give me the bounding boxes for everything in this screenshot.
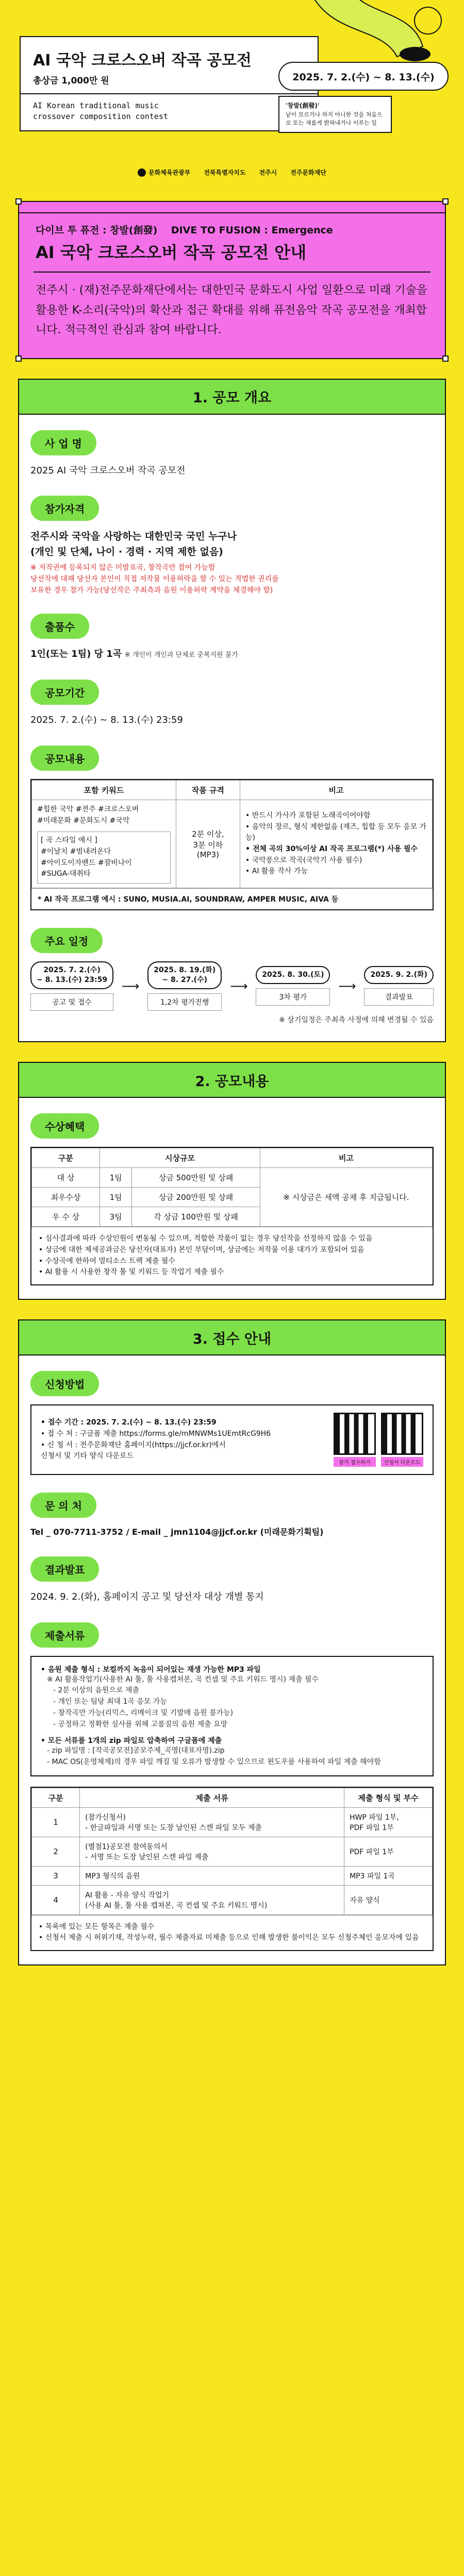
submit-title-text: 모든 서류를 1개의 zip 파일로 압축하여 구글폼에 제출 (47, 1737, 222, 1745)
doc-format: PDF 파일 1부 (344, 1837, 433, 1866)
table-row (32, 1807, 433, 1837)
schedule-note: ※ 상기일정은 주최측 사정에 의해 변경될 수 있음 (279, 1015, 434, 1024)
note-item: • 수상곡에 한하여 멀티소스 트랙 제출 필수 (39, 1256, 425, 1267)
doc-name: AI 활용 - 자유 양식 작업기 (사용 AI 툴, 툴 사용 캡쳐본, 곡 컨셉 및 주요 키워드 명시) (80, 1885, 344, 1914)
step-date: 2025. 8. 30.(토) (256, 966, 330, 984)
label: 문 의 처 (30, 1493, 96, 1518)
keywords (32, 800, 176, 888)
doc-name: MP3 형식의 음원 (80, 1866, 344, 1885)
doc-no: 1 (32, 1807, 80, 1837)
section-title: 2. 공모내용 (19, 1063, 445, 1098)
label: 결과발표 (30, 1556, 99, 1582)
table-row (32, 800, 433, 888)
value: 1인(또는 1팀) 당 1곡 (30, 649, 122, 660)
sponsor-logos (0, 168, 464, 177)
award-rank: 최우수상 (32, 1188, 100, 1207)
award-prize: 상금 200만원 및 상패 (132, 1188, 260, 1207)
block-project-name (30, 430, 434, 479)
arrow-right-icon: ⟶ (338, 978, 356, 993)
logo-text: 전주시 (259, 169, 277, 176)
qr-apply[interactable] (334, 1413, 376, 1467)
step-date: 2025. 9. 2.(화) (364, 966, 433, 984)
section-overview (18, 379, 446, 1043)
section-application (18, 1319, 446, 1965)
corner-handle (442, 198, 449, 205)
label: 사 업 명 (30, 430, 96, 455)
block-result (30, 1556, 434, 1605)
hero-title: AI 국악 크로스오버 작곡 공모전 (33, 52, 252, 70)
hero-date-badge: 2025. 7. 2.(수) ~ 8. 13.(수) (278, 62, 449, 91)
step-label: 1,2차 평가진행 (147, 993, 222, 1011)
hero-note-text: 낱이 모르거나 하지 아니한 것을 처음으로 또는 새롭게 밝혀내거나 이루는 일 (286, 111, 383, 126)
block-method (30, 1371, 434, 1475)
award-prize: 각 상금 100만원 및 상패 (132, 1207, 260, 1227)
doc-no: 2 (32, 1837, 80, 1866)
logo-mark-icon (138, 168, 146, 177)
doc-notes (31, 1915, 433, 1950)
value: 전주시와 국악을 사랑하는 대한민국 국민 누구나 (30, 531, 237, 543)
schedule-step (364, 966, 433, 1006)
table-row (32, 1885, 433, 1914)
keyword-examples: [ 곡 스타일 예시 ] #이날치 #범내려온다 #아이도이자밴드 #잠비나이 #SUGA-대취타 (37, 832, 171, 884)
table-header: 시상규모 (100, 1148, 260, 1168)
remark-item: • 전체 곡의 30%이상 AI 작곡 프로그램(*) 사용 필수 (245, 844, 427, 855)
submit-line: - zip 파일명 : [작곡공모전]공모주제_곡명(대표자명).zip (47, 1747, 225, 1755)
result-value: 2024. 9. 2.(화), 홈페이지 공고 및 당선자 대상 개별 통지 (30, 1591, 264, 1602)
award-table (30, 1147, 434, 1285)
note-item: • 신청서 제출 시 허위기재, 작성누락, 필수 제출자료 미제출 등으로 인해 발생한 불이익은 모두 신청주체인 응모자에 있음 (39, 1933, 425, 1944)
label: 제출서류 (30, 1622, 99, 1648)
hero-note-title: '창발(創發)' (286, 102, 320, 109)
table-header: 포함 키워드 (32, 780, 176, 800)
table-row (32, 1837, 433, 1866)
ai-programs-note: * AI 작곡 프로그램 예시 : SUNO, MUSIA.AI, SOUNDRAW, AMPER MUSIC, AIVA 등 (31, 888, 433, 909)
logo-text: 문화체육관광부 (148, 169, 191, 176)
doc-name: (별첨1)공모전 참여동의서 - 서명 또는 도장 날인된 스캔 파일 제출 (80, 1837, 344, 1866)
qr-caption: 신청서 다운로드 (381, 1457, 423, 1467)
label: 신청방법 (30, 1371, 99, 1396)
qr-caption: 참가 접수하기 (334, 1457, 376, 1467)
submit-line: - 개인 또는 팀당 최대 1곡 응모 가능 (53, 1698, 167, 1706)
doc-no: 3 (32, 1866, 80, 1885)
arrow-right-icon: ⟶ (230, 978, 248, 993)
qr-download[interactable] (381, 1413, 423, 1467)
remarks (240, 800, 433, 888)
logo-text: 전북특별자치도 (204, 169, 246, 176)
note-item: • 심사결과에 따라 수상인원이 변동될 수 있으며, 적합한 작품이 없는 경우 당선작을 선정하지 않을 수 있음 (39, 1233, 425, 1245)
corner-handle (15, 198, 22, 205)
hero-card (20, 36, 319, 131)
method-item[interactable]: • 접 수 처 : 구글폼 제출 https://forms.gle/mMNWMs1UEmtRcG9H6 (41, 1429, 271, 1440)
method-item[interactable]: • 신 청 서 : 전주문화재단 홈페이지(https://jjcf.or.kr)에서 신청서 및 기타 양식 다운로드 (41, 1440, 271, 1462)
qr-code-icon[interactable] (381, 1413, 423, 1455)
award-notes (31, 1227, 433, 1284)
logo-jjcf (290, 168, 326, 177)
section-title: 3. 접수 안내 (19, 1320, 445, 1355)
intro-body: 전주시 · (재)전주문화재단에서는 대한민국 문화도시 사업 일환으로 미래 기술을 활용한 K-소리(국악)의 확산과 접근 확대를 위해 퓨전음악 작곡 공모전을 개최합니다. 적극적인 관심과 참여 바랍니다. (36, 284, 428, 336)
doc-name: (참가신청서) - 한글파일과 서명 또는 도장 날인된 스캔 파일 모두 제출 (80, 1807, 344, 1837)
table-header: 제출 서류 (80, 1788, 344, 1807)
award-prize: 상금 500만원 및 상패 (132, 1168, 260, 1188)
note: ※ 저작권에 등록되지 않은 미발표곡, 창작곡만 참여 가능함 당선작에 대해 당선자 본인이 직접 저작물 이용허락을 할 수 있는 적법한 권리를 보유한 경우 참가 가능(당선작은 주최측과 음원 이용허락 계약을 체결해야 함) (30, 564, 279, 595)
block-contact (30, 1493, 434, 1539)
schedule-step (147, 961, 222, 1011)
table-header: 비고 (240, 780, 433, 800)
step-label: 결과발표 (364, 988, 433, 1006)
step-date: 2025. 8. 19.(화) ~ 8. 27.(수) (147, 961, 222, 989)
submit-line: - MAC OS(운영체제)의 경우 파일 깨짐 및 오류가 발생할 수 있으므로 윈도우를 사용하여 파일 제출 해야함 (47, 1757, 381, 1766)
label: 수상혜택 (30, 1113, 99, 1139)
intro-subtitle: 다이브 투 퓨전 : 창발(創發) DIVE TO FUSION : Emergence (36, 225, 333, 236)
remark-item: • 음악의 장르, 형식 제한없음 (재즈, 힙합 등 모두 응모 가능) (245, 822, 427, 844)
doc-format: 자유 양식 (344, 1885, 433, 1914)
block-qualification (30, 496, 434, 596)
submit-line: - 공정하고 정확한 심사를 위해 고품질의 음원 제출 요망 (53, 1720, 228, 1728)
keyword-main: #힙한 국악 #전주 #크로스오버 #미래문화 #문화도시 #국악 (37, 805, 139, 825)
arrow-right-icon: ⟶ (121, 978, 140, 993)
label: 주요 일정 (30, 928, 103, 953)
intro-top-bar (19, 202, 445, 213)
note-item: • 상금에 대한 제세공과금은 당선자(대표자) 본인 부담이며, 상금에는 저작물 이용 대가가 포함되어 있음 (39, 1245, 425, 1256)
table-header: 구분 (32, 1788, 80, 1807)
award-count: 1팀 (100, 1168, 132, 1188)
note-item: • AI 활용 시 사용한 창작 툴 및 키워드 등 작업기 제출 필수 (39, 1267, 425, 1278)
value: 2025 AI 국악 크로스오버 작곡 공모전 (30, 465, 186, 476)
corner-handle (15, 355, 22, 362)
table-row (32, 1168, 433, 1188)
step-label: 공고 및 접수 (30, 993, 113, 1011)
submit-line: - 2분 이상의 음원으로 제출 (53, 1686, 139, 1695)
submit-guide (30, 1656, 434, 1776)
hero-note (278, 96, 392, 133)
logo-mcst (138, 168, 190, 177)
documents-table (30, 1787, 434, 1951)
hero (0, 0, 464, 201)
table-header: 비고 (260, 1148, 432, 1168)
doc-format: MP3 파일 1곡 (344, 1866, 433, 1885)
schedule-step (30, 961, 113, 1011)
block-content (30, 745, 434, 910)
step-date: 2025. 7. 2.(수) ~ 8. 13.(수) 23:59 (30, 961, 113, 989)
award-rank: 우 수 상 (32, 1207, 100, 1227)
section-content (18, 1062, 446, 1300)
remark-item: • 국악풍으로 작곡(국악기 사용 필수) (245, 855, 427, 867)
logo-jeonju (259, 168, 277, 177)
table-header: 작품 규격 (176, 780, 240, 800)
intro-title: AI 국악 크로스오버 작곡 공모전 안내 (36, 243, 307, 262)
hero-subtitle-en: AI Korean traditional music crossover composition contest (33, 101, 168, 121)
logo-text: 전주문화재단 (290, 169, 326, 176)
table-header: 구분 (32, 1148, 100, 1168)
note: ※ 개인이 개인과 단체로 중복지원 불가 (124, 651, 238, 659)
contact-value[interactable]: Tel _ 070-7711-3752 / E-mail _ jmn1104@jjcf.or.kr (미래문화기획팀) (30, 1527, 324, 1537)
value: (개인 및 단체, 나이 · 경력 · 지역 제한 없음) (30, 546, 223, 557)
section-title: 1. 공모 개요 (19, 380, 445, 415)
method-item: • 접수 기간 : 2025. 7. 2.(수) ~ 8. 13.(수) 23:59 (41, 1417, 271, 1429)
submit-title-text: 음원 제출 형식 : 보컬까지 녹음이 되어있는 재생 가능한 MP3 파일 (47, 1665, 261, 1674)
schedule-flow (30, 961, 434, 1011)
submit-lines (41, 1674, 423, 1730)
table-row (32, 1866, 433, 1885)
label: 참가자격 (30, 496, 99, 521)
spec: 2분 이상, 3분 이하 (MP3) (176, 800, 240, 888)
logo-jeonbuk (204, 168, 245, 177)
value: 2025. 7. 2.(수) ~ 8. 13.(수) 23:59 (30, 715, 183, 726)
footer-space (0, 1965, 464, 1986)
hero-prize: 총상금 1,000만 원 (21, 73, 318, 94)
remark-item: • AI 활용 작사 가능 (245, 866, 427, 877)
doc-format: HWP 파일 1부, PDF 파일 1부 (344, 1807, 433, 1837)
intro-box (18, 201, 446, 359)
step-label: 3차 평가 (256, 988, 330, 1006)
note-item: • 목록에 있는 모든 항목은 제출 필수 (39, 1922, 425, 1933)
submit-title: • 음원 제출 형식 : 보컬까지 녹음이 되어있는 재생 가능한 MP3 파일 (41, 1665, 261, 1674)
schedule-step (256, 966, 330, 1006)
award-count: 1팀 (100, 1188, 132, 1207)
qr-code-icon[interactable] (334, 1413, 376, 1455)
submit-title: • 모든 서류를 1개의 zip 파일로 압축하여 구글폼에 제출 (41, 1737, 222, 1745)
label: 공모내용 (30, 745, 99, 771)
submit-line: - 창작곡만 가능(리믹스, 리메이크 및 기발매 음원 불가능) (53, 1708, 234, 1717)
submit-lines (41, 1745, 423, 1768)
table-header: 제출 형식 및 부수 (344, 1788, 433, 1807)
block-period (30, 680, 434, 728)
block-schedule (30, 928, 434, 1026)
method-list (41, 1417, 271, 1462)
remark-item: • 반드시 가사가 포함된 노래곡이어야함 (245, 810, 427, 822)
label: 출품수 (30, 614, 89, 639)
award-count: 3팀 (100, 1207, 132, 1227)
award-remark: ※ 시상금은 세액 공제 후 지급됩니다. (260, 1168, 432, 1227)
corner-handle (442, 355, 449, 362)
content-table (30, 779, 434, 910)
doc-no: 4 (32, 1885, 80, 1914)
submit-line: ※ AI 활용작업기(사용한 AI 툴, 툴 사용캡쳐본, 곡 컨셉 및 주요 키워드 명시) 제출 필수 (47, 1675, 319, 1684)
block-documents (30, 1622, 434, 1951)
label: 공모기간 (30, 680, 99, 705)
method-box (30, 1404, 434, 1475)
block-submission-count (30, 614, 434, 662)
award-rank: 대 상 (32, 1168, 100, 1188)
